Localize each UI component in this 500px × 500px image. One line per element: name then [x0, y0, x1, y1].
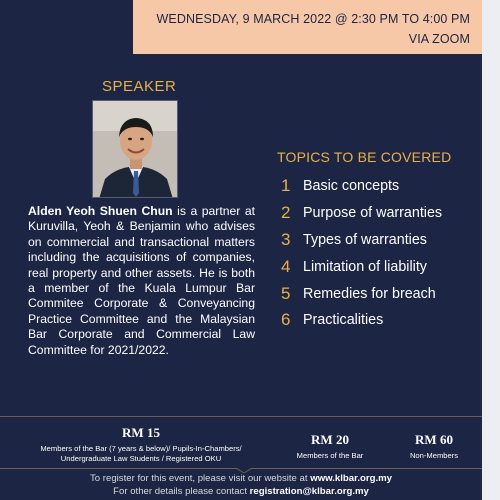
price-description: Members of the Bar — [296, 451, 364, 460]
topic-number: 6 — [281, 310, 291, 330]
pricing-divider-top — [0, 416, 482, 417]
topic-label: Basic concepts — [303, 178, 400, 195]
price-description: Members of the Bar (7 years & below)/ Pupils-In-Chambers/ Undergraduate Law Students / Registered OKU — [40, 444, 242, 463]
topic-item — [281, 280, 481, 307]
topic-number: 5 — [281, 283, 291, 303]
topic-item — [281, 173, 481, 200]
price-description: Non-Members — [409, 451, 459, 460]
price-tier-member — [280, 432, 380, 461]
topic-item — [281, 227, 481, 254]
event-platform: VIA ZOOM — [408, 32, 470, 46]
footer — [0, 473, 482, 498]
speaker-bio-text: is a partner at Kuruvilla, Yeoh & Benjamin who advises on commercial and transactional matters including the acquisitions of companies, real property and other assets. He is both a member of the Kuala Lumpur Bar Commitee Corporate & Conveyancing Practice Committee and the Malaysian Bar Corporate and Commercial Law Committee for 2021/2022. — [28, 204, 255, 357]
price-tier-non-member — [395, 432, 473, 461]
speaker-photo — [92, 100, 178, 198]
speaker-bio — [28, 204, 255, 358]
footer-contact-line — [0, 486, 482, 499]
topic-label: Limitation of liability — [303, 258, 427, 275]
topic-item — [281, 253, 481, 280]
topic-label: Purpose of warranties — [303, 205, 443, 222]
topic-number: 3 — [281, 229, 291, 249]
topics-heading: TOPICS TO BE COVERED — [277, 149, 452, 165]
topic-number: 1 — [281, 176, 291, 196]
topic-label: Types of warranties — [303, 231, 427, 248]
topic-number: 2 — [281, 203, 291, 223]
divider-notch-icon — [236, 465, 252, 473]
speaker-name: Alden Yeoh Shuen Chun — [28, 204, 173, 218]
footer-contact-text: For other details please contact — [113, 485, 247, 497]
event-date-box — [133, 0, 482, 54]
price-amount: RM 20 — [311, 432, 349, 447]
speaker-heading: SPEAKER — [102, 78, 177, 95]
topic-list — [281, 173, 481, 334]
topic-label: Remedies for breach — [303, 285, 436, 302]
topic-item — [281, 200, 481, 227]
price-tier-junior — [30, 425, 252, 464]
price-amount: RM 15 — [122, 425, 160, 440]
topic-label: Practicalities — [303, 312, 384, 329]
portrait-photo-icon — [93, 101, 178, 198]
footer-register-text: To register for this event, please visit our website at — [90, 473, 308, 484]
website-link[interactable]: www.klbar.org.my — [310, 473, 392, 484]
price-amount: RM 60 — [415, 432, 453, 447]
event-date-line: WEDNESDAY, 9 MARCH 2022 @ 2:30 PM TO 4:00 PM — [156, 12, 470, 26]
topic-number: 4 — [281, 256, 291, 276]
topic-item — [281, 307, 481, 334]
footer-register-line — [0, 473, 482, 486]
contact-email-link[interactable]: registration@klbar.org.my — [249, 485, 369, 497]
